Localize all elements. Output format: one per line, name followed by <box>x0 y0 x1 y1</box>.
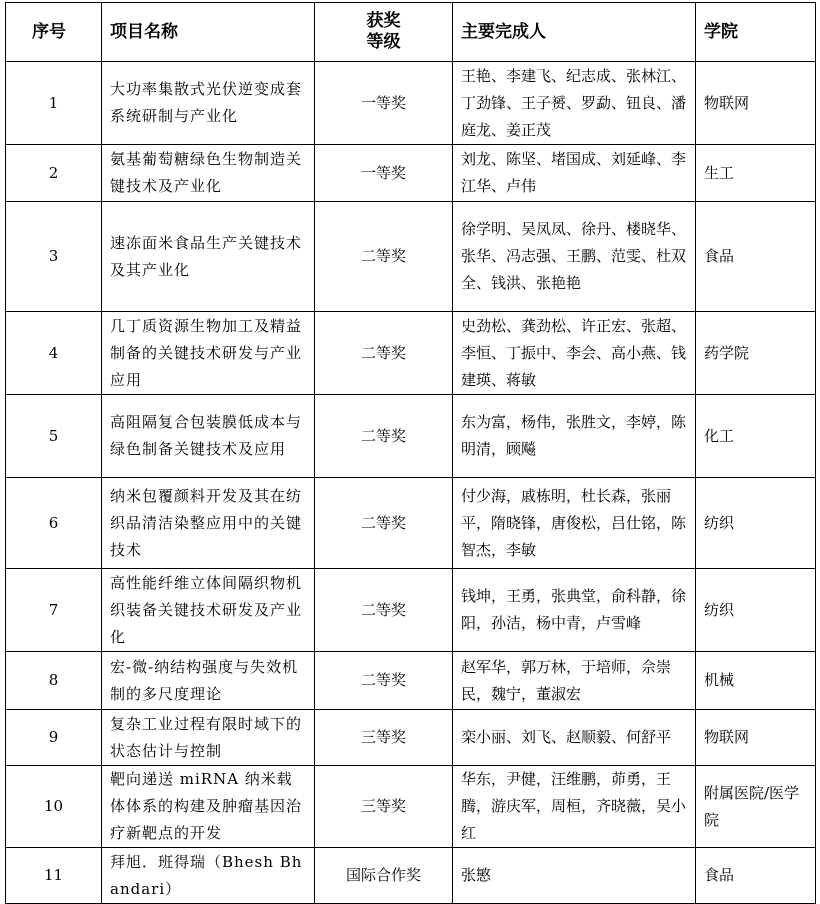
row-award-level: 二等奖 <box>315 478 453 569</box>
table-row <box>6 395 816 478</box>
row-project-name: 氨基葡萄糖绿色生物制造关键技术及产业化 <box>102 145 315 202</box>
table-row <box>6 766 816 848</box>
row-no: 8 <box>6 652 102 710</box>
row-main-contributors: 刘龙、陈坚、堵国成、刘延峰、李江华、卢伟 <box>453 145 696 202</box>
row-project-name: 纳米包覆颜料开发及其在纺织品清洁染整应用中的关键技术 <box>102 478 315 569</box>
table-row <box>6 569 816 652</box>
row-school: 食品 <box>696 202 816 312</box>
header-award-level: 获奖 等级 <box>315 3 453 62</box>
row-no: 10 <box>6 766 102 848</box>
table-row <box>6 710 816 766</box>
row-award-level: 三等奖 <box>315 710 453 766</box>
row-main-contributors: 东为富，杨伟，张胜文，李婷，陈明清，顾飚 <box>453 395 696 478</box>
row-award-level: 二等奖 <box>315 312 453 395</box>
row-school: 生工 <box>696 145 816 202</box>
row-no: 3 <box>6 202 102 312</box>
row-school: 附属医院/医学院 <box>696 766 816 848</box>
row-school: 药学院 <box>696 312 816 395</box>
row-school: 纺织 <box>696 569 816 652</box>
row-project-name: 大功率集散式光伏逆变成套系统研制与产业化 <box>102 62 315 145</box>
row-no: 2 <box>6 145 102 202</box>
header-main-contributors: 主要完成人 <box>453 3 696 62</box>
row-no: 11 <box>6 848 102 904</box>
table-header-row <box>6 3 816 62</box>
row-school: 物联网 <box>696 710 816 766</box>
row-no: 9 <box>6 710 102 766</box>
row-main-contributors: 徐学明、吴凤凤、徐丹、楼晓华、张华、冯志强、王鹏、范雯、杜双全、钱洪、张艳艳 <box>453 202 696 312</box>
row-main-contributors: 钱坤，王勇，张典堂，俞科静，徐阳，孙洁，杨中青，卢雪峰 <box>453 569 696 652</box>
header-project-name: 项目名称 <box>102 3 315 62</box>
row-award-level: 二等奖 <box>315 395 453 478</box>
row-project-name: 高阻隔复合包装膜低成本与绿色制备关键技术及应用 <box>102 395 315 478</box>
row-project-name: 靶向递送 miRNA 纳米载体体系的构建及肿瘤基因治疗新靶点的开发 <box>102 766 315 848</box>
row-school: 化工 <box>696 395 816 478</box>
table-row <box>6 202 816 312</box>
row-no: 4 <box>6 312 102 395</box>
table-row <box>6 848 816 904</box>
awards-table <box>5 2 816 904</box>
row-award-level: 二等奖 <box>315 652 453 710</box>
row-no: 7 <box>6 569 102 652</box>
row-school: 纺织 <box>696 478 816 569</box>
table-row <box>6 478 816 569</box>
row-main-contributors: 赵军华，郭万林，于培师，佘崇民，魏宁，董淑宏 <box>453 652 696 710</box>
table-row <box>6 652 816 710</box>
row-main-contributors: 王艳、李建飞、纪志成、张林江、丁劲锋、王子赟、罗勐、钮良、潘庭龙、姜正茂 <box>453 62 696 145</box>
row-main-contributors: 付少海，戚栋明，杜长森，张丽平，隋晓锋，唐俊松，吕仕铭，陈智杰，李敏 <box>453 478 696 569</box>
header-school: 学院 <box>696 3 816 62</box>
header-no: 序号 <box>6 3 102 62</box>
row-project-name: 复杂工业过程有限时域下的状态估计与控制 <box>102 710 315 766</box>
row-school: 食品 <box>696 848 816 904</box>
row-award-level: 一等奖 <box>315 62 453 145</box>
row-award-level: 一等奖 <box>315 145 453 202</box>
row-award-level: 国际合作奖 <box>315 848 453 904</box>
row-no: 1 <box>6 62 102 145</box>
row-project-name: 几丁质资源生物加工及精益制备的关键技术研发与产业应用 <box>102 312 315 395</box>
row-school: 物联网 <box>696 62 816 145</box>
row-no: 6 <box>6 478 102 569</box>
table-row <box>6 62 816 145</box>
row-project-name: 高性能纤维立体间隔织物机织装备关键技术研发及产业化 <box>102 569 315 652</box>
row-main-contributors: 栾小丽、刘飞、赵顺毅、何舒平 <box>453 710 696 766</box>
row-project-name: 宏-微-纳结构强度与失效机制的多尺度理论 <box>102 652 315 710</box>
row-main-contributors: 史劲松、龚劲松、许正宏、张超、李恒、丁振中、李会、高小燕、钱建瑛、蒋敏 <box>453 312 696 395</box>
row-award-level: 二等奖 <box>315 202 453 312</box>
table-row <box>6 145 816 202</box>
row-award-level: 三等奖 <box>315 766 453 848</box>
row-no: 5 <box>6 395 102 478</box>
row-school: 机械 <box>696 652 816 710</box>
row-project-name: 拜旭．班得瑞（Bhesh Bhandari） <box>102 848 315 904</box>
row-award-level: 二等奖 <box>315 569 453 652</box>
row-main-contributors: 张慜 <box>453 848 696 904</box>
row-project-name: 速冻面米食品生产关键技术及其产业化 <box>102 202 315 312</box>
table-row <box>6 312 816 395</box>
row-main-contributors: 华东，尹健，汪维鹏，茆勇，王腾，游庆军，周桓，齐晓薇，吴小红 <box>453 766 696 848</box>
